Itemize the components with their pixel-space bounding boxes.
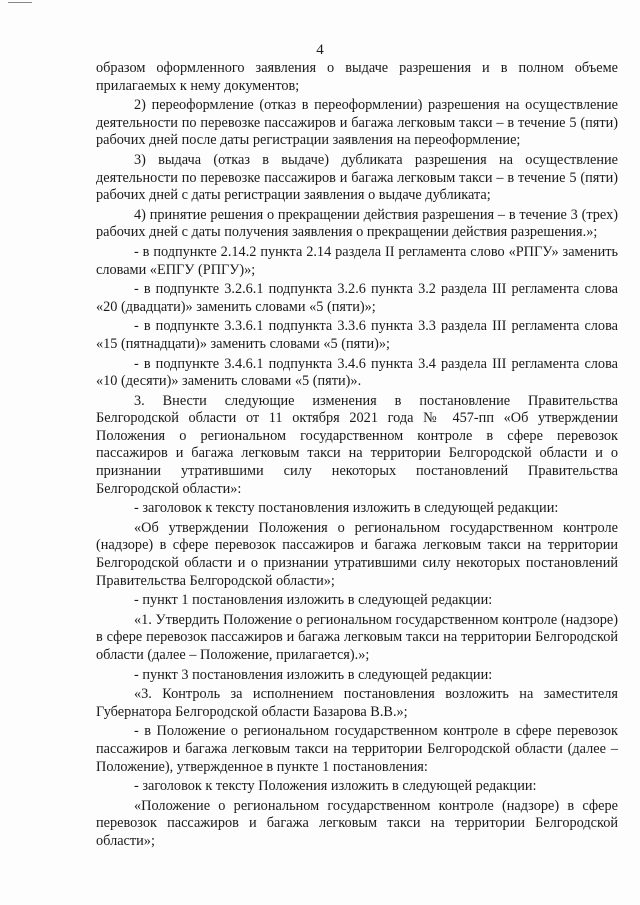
paragraph-1: образом оформленного заявления о выдаче разрешения и в полном объеме прилагаемых к нему документов; xyxy=(96,60,618,94)
paragraph-10: - заголовок к тексту постановления изложить в следующей редакции: xyxy=(134,500,559,517)
paragraph-6: - в подпункте 3.2.6.1 подпункта 3.2.6 пункта 3.2 раздела III регламента слова «20 (двадцати)» заменить словами «5 (пяти)»; xyxy=(96,281,618,315)
paragraph-18: «Положение о региональном государственном контроле (надзоре) в сфере перевозок пассажиров и багажа легковым такси на территории Белгородской области»; xyxy=(96,797,618,849)
paragraph-12: - пункт 1 постановления изложить в следующей редакции: xyxy=(134,592,493,609)
paragraph-7: - в подпункте 3.3.6.1 подпункта 3.3.6 пункта 3.3 раздела III регламента слова «15 (пятнадцати)» заменить словами «5 (пяти)»; xyxy=(96,318,618,352)
document-body xyxy=(96,60,618,851)
scan-mark xyxy=(8,2,32,3)
paragraph-9: 3. Внести следующие изменения в постановление Правительства Белгородской области от 11 октября 2021 года № 457-пп «Об утверждении Положения о региональном государственном контроле в сфере перевозок пассажиров и багажа легковым такси на территории Белгородской области и о признании утратившими силу некоторых постановлений Правительства Белгородской области»: xyxy=(96,392,618,497)
paragraph-11: «Об утверждении Положения о региональном государственном контроле (надзоре) в сфере перевозок пассажиров и багажа легковым такси на территории Белгородской области и о признании утратившими силу некоторых постановлений Правительства Белгородской области»; xyxy=(96,519,618,589)
paragraph-17: - заголовок к тексту Положения изложить в следующей редакции: xyxy=(134,778,537,795)
paragraph-15: «3. Контроль за исполнением постановления возложить на заместителя Губернатора Белгородской области Базарова В.В.»; xyxy=(96,686,618,720)
paragraph-5: - в подпункте 2.14.2 пункта 2.14 раздела II регламента слово «РПГУ» заменить словами «ЕПГУ (РПГУ)»; xyxy=(96,243,618,278)
paragraph-13: «1. Утвердить Положение о региональном государственном контроле (надзоре) в сфере перевозок пассажиров и багажа легковым такси на территории Белгородской области (далее – Положение, прилагается).»; xyxy=(96,611,618,663)
paragraph-14: - пункт 3 постановления изложить в следующей редакции: xyxy=(134,666,493,683)
paragraph-3: 3) выдача (отказ в выдаче) дубликата разрешения на осуществление деятельности по перевозке пассажиров и багажа легковым такси – в течение 5 (пяти) рабочих дней с даты регистрации заявления о выдаче дубликата; xyxy=(96,151,618,204)
paragraph-2: 2) переоформление (отказ в переоформлении) разрешения на осуществление деятельности по перевозке пассажиров и багажа легковым такси – в течение 5 (пяти) рабочих дней после даты регистрации заявления на переоформление; xyxy=(96,97,618,149)
paragraph-8: - в подпункте 3.4.6.1 подпункта 3.4.6 пункта 3.4 раздела III регламента слова «10 (десяти)» заменить словами «5 (пяти)». xyxy=(96,355,618,390)
paragraph-4: 4) принятие решения о прекращении действия разрешения – в течение 3 (трех) рабочих дней с даты получения заявления о прекращении действия разрешения.»; xyxy=(96,206,618,241)
page-number: 4 xyxy=(316,42,324,58)
paragraph-16: - в Положение о региональном государственном контроле в сфере перевозок пассажиров и багажа легковым такси на территории Белгородской области (далее – Положение), утвержденное в пункте 1 постановления: xyxy=(96,723,618,775)
